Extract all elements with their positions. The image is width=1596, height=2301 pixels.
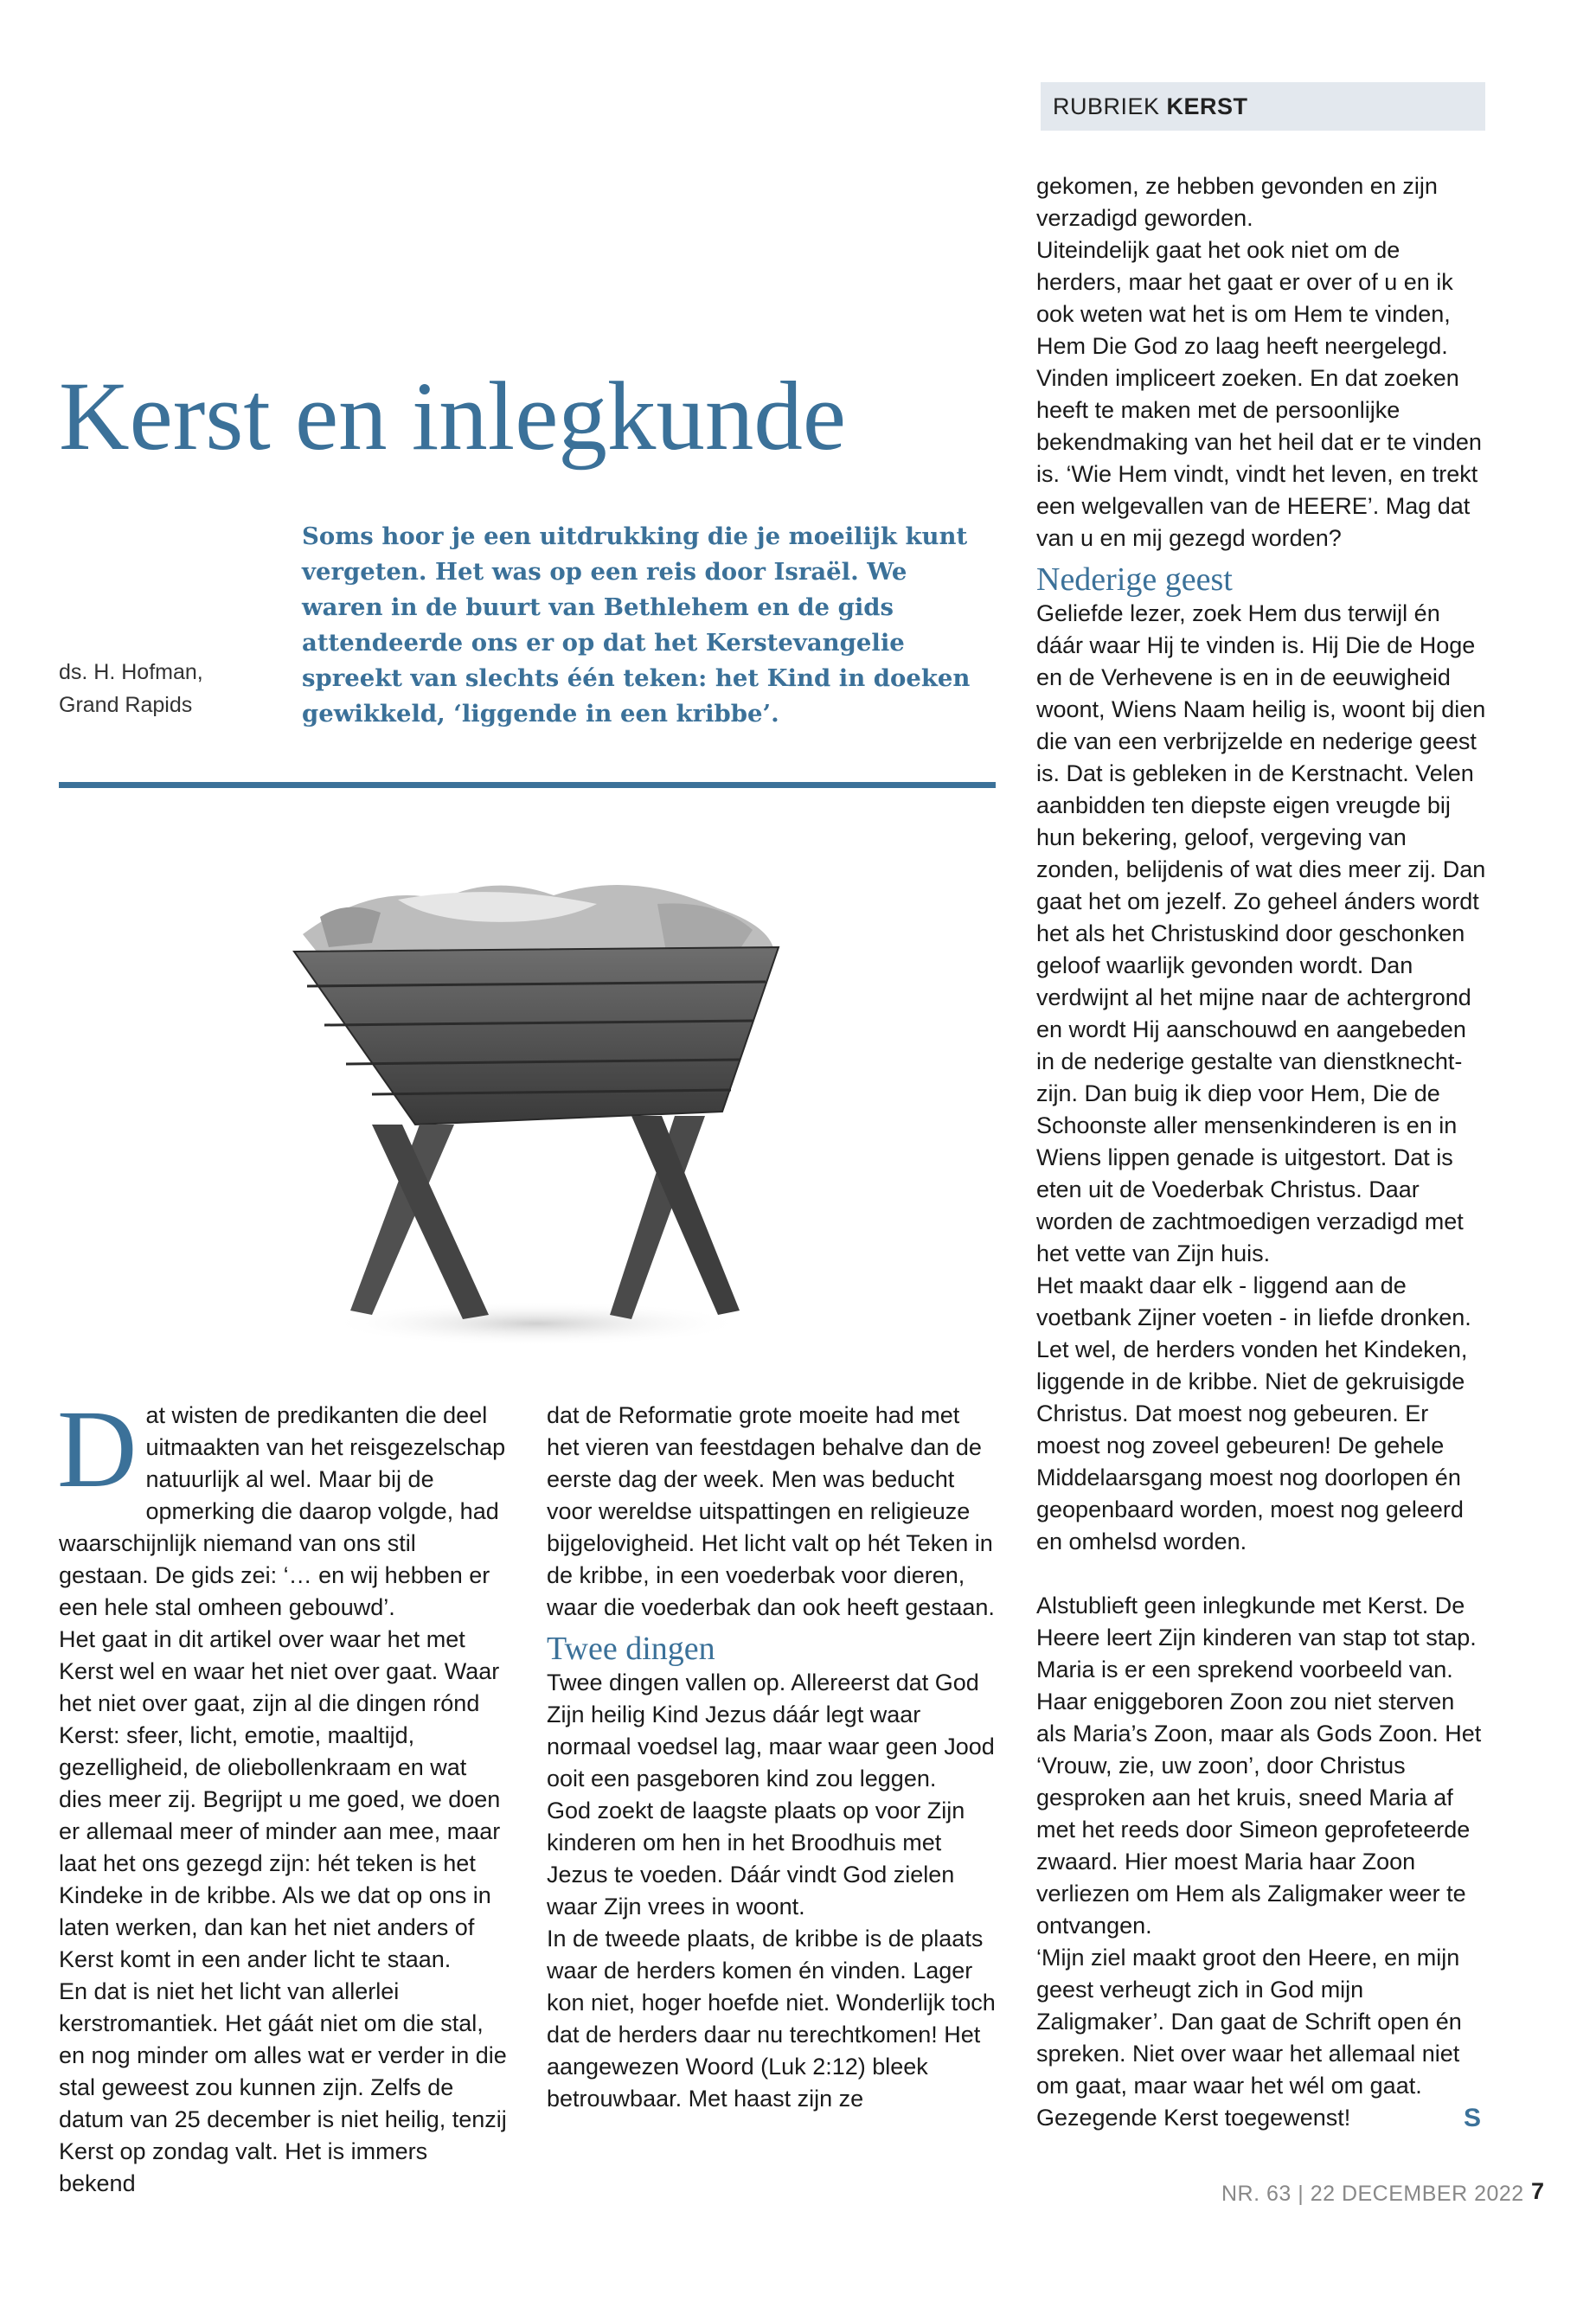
author-location: Grand Rapids — [59, 693, 193, 717]
col2-paragraph-3: God zoekt de laagste plaats op voor Zijn kinderen om hen in het Broodhuis met Jezus te voeden. Dáár vindt God zielen waar Zijn vrees in woont. — [547, 1798, 965, 1920]
col3-paragraph-6: Alstublieft geen inlegkunde met Kerst. De Heere leert Zijn kinderen van stap tot stap. Maria is er een sprekend voorbeeld van. Haar eniggeboren Zoon zou niet sterven als Maria’s Zoon, maar als Gods Zoon. Het ‘Vrouw, zie, uw zoon’, door Christus gesproken aan het kruis, sneed Maria af met het reeds door Simeon geprofeteerde zwaard. Hier moest Maria haar Zoon verliezen om Hem als Zaligmaker weer te ontvangen. — [1036, 1593, 1482, 1939]
section-label-prefix: RUBRIEK — [1053, 93, 1160, 119]
col2-paragraph-2: Twee dingen vallen op. Allereerst dat God Zijn heilig Kind Jezus dáár legt waar normaal voedsel lag, maar waar geen Jood ooit een pasgeboren kind zou leggen. — [547, 1670, 995, 1791]
col1-paragraph-1: at wisten de predikanten die deel uitmaakten van het reisgezelschap natuurlijk al wel. Maar bij de opmerking die daarop volgde, had waarschijnlijk niemand van ons stil gestaan. De gids zei: ‘… en wij hebben er een hele stal omheen gebouwd’. — [59, 1402, 506, 1620]
section-label — [1041, 82, 1485, 131]
lead-paragraph: Soms hoor je een uitdrukking die je moeilijk kunt vergeten. Het was op een reis door Israël. We waren in de buurt van Bethlehem en de gids attendeerde ons er op dat het Kerstevangelie spreekt van slechts één teken: het Kind in doeken gewikkeld, ‘liggende in een kribbe’. — [302, 522, 971, 727]
article-title: Kerst en inlegkunde — [59, 362, 847, 471]
col3-paragraph-7 — [1036, 1942, 1486, 2134]
col3-paragraph-1: gekomen, ze hebben gevonden en zijn verzadigd geworden. — [1036, 173, 1438, 231]
col3-paragraph-5: Let wel, de herders vonden het Kindeken, liggende in de kribbe. Niet de gekruisigde Christus. Dat moest nog gebeuren. Er moest nog zoveel gebeuren! De gehele Middelaarsgang moest nog doorlopen én geopenbaard worden, moest nog geleerd en omhelsd worden. — [1036, 1336, 1468, 1554]
end-mark-icon: S — [1463, 2104, 1481, 2132]
subheading-twee-dingen: Twee dingen — [547, 1631, 715, 1667]
manger-photo — [268, 865, 804, 1349]
col3-paragraph-4: Het maakt daar elk - liggend aan de voetbank Zijner voeten - in liefde dronken. — [1036, 1272, 1471, 1330]
divider-rule — [59, 782, 996, 788]
column-3 — [1036, 170, 1486, 2134]
page-number: 7 — [1531, 2178, 1545, 2204]
issue-info: NR. 63 | 22 DECEMBER 2022 — [1221, 2182, 1524, 2206]
col1-paragraph-3: En dat is niet het licht van allerlei kerstromantiek. Het gáát niet om die stal, en nog minder om alles wat er verder in die stal geweest zou kunnen zijn. Zelfs de datum van 25 december is niet heilig, tenzij Kerst op zondag valt. Het is immers bekend — [59, 1978, 507, 2196]
subheading-nederige-geest: Nederige geest — [1036, 561, 1233, 598]
drop-cap: D — [57, 1388, 138, 1510]
section-label-name: KERST — [1166, 93, 1248, 119]
column-1 — [57, 1388, 509, 2200]
col1-paragraph-2: Het gaat in dit artikel over waar het met Kerst wel en waar het niet over gaat. Waar het niet over gaat, zijn al die dingen rónd Kerst: sfeer, licht, emotie, maaltijd, gezelligheid, de oliebollenkraam en wat dies meer zij. Begrijpt u me goed, we doen er allemaal meer of minder aan mee, maar laat het ons gezegd zijn: hét teken is het Kindeke in de kribbe. Als we dat op ons in laten werken, dan kan het niet anders of Kerst komt in een ander licht te staan. — [59, 1626, 501, 1972]
author-byline — [59, 656, 203, 721]
author-name: ds. H. Hofman, — [59, 660, 203, 684]
col3-paragraph-2: Uiteindelijk gaat het ook niet om de herders, maar het gaat er over of u en ik ook weten wat het is om Hem te vinden, Hem Die God zo laag heeft neergelegd. Vinden impliceert zoeken. En dat zoeken heeft te maken met de persoonlijke bekendmaking van het heil dat er te vinden is. ‘Wie Hem vindt, vindt het leven, en trekt een welgevallen van de HEERE’. Mag dat van u en mij gezegd worden? — [1036, 237, 1482, 551]
closing-text: ‘Mijn ziel maakt groot den Heere, en mijn geest verheugt zich in God mijn Zaligmaker’. Dan gaat de Schrift open én spreken. Niet over waar het allemaal niet om gaat, maar waar het wél om gaat. Gezegende Kerst toegewenst! — [1036, 1945, 1462, 2131]
paragraph-gap — [1036, 1558, 1486, 1590]
column-2 — [547, 1400, 997, 2115]
col2-paragraph-1: dat de Reformatie grote moeite had met het vieren van feestdagen behalve dan de eerste dag der week. Men was beducht voor wereldse uitspattingen en religieuze bijgelovigheid. Het licht valt op hét Teken in de kribbe, in een voederbak voor dieren, waar die voederbak dan ook heeft gestaan. — [547, 1402, 995, 1620]
col3-paragraph-3: Geliefde lezer, zoek Hem dus terwijl én dáár waar Hij te vinden is. Hij Die de Hoge en de Verhevene is en in de eeuwigheid woont, Wiens Naam heilig is, woont bij dien die van een verbrijzelde en nederige geest is. Dat is gebleken in de Kerstnacht. Velen aanbidden ten diepste eigen vreugde bij hun bekering, geloof, vergeving van zonden, belijdenis of wat dies meer zij. Dan gaat het om jezelf. Zo geheel ánders wordt het als het Christuskind door geschonken geloof waarlijk gevonden wordt. Dan verdwijnt al het mijne naar de achtergrond en wordt Hij aanschouwd en aangebeden in de nederige gestalte van dienstknecht-zijn. Dan buig ik diep voor Hem, Die de Schoonste aller mensenkinderen is en in Wiens lippen genade is uitgestort. Dat is eten uit de Voederbak Christus. Daar worden de zachtmoedigen verzadigd met het vette van Zijn huis. — [1036, 600, 1486, 1266]
col2-paragraph-4: In de tweede plaats, de kribbe is de plaats waar de herders komen én vinden. Lager kon niet, hoger hoefde niet. Wonderlijk toch dat de herders daar nu terechtkomen! Het aangewezen Woord (Luk 2:12) bleek betrouwbaar. Met haast zijn ze — [547, 1926, 996, 2112]
